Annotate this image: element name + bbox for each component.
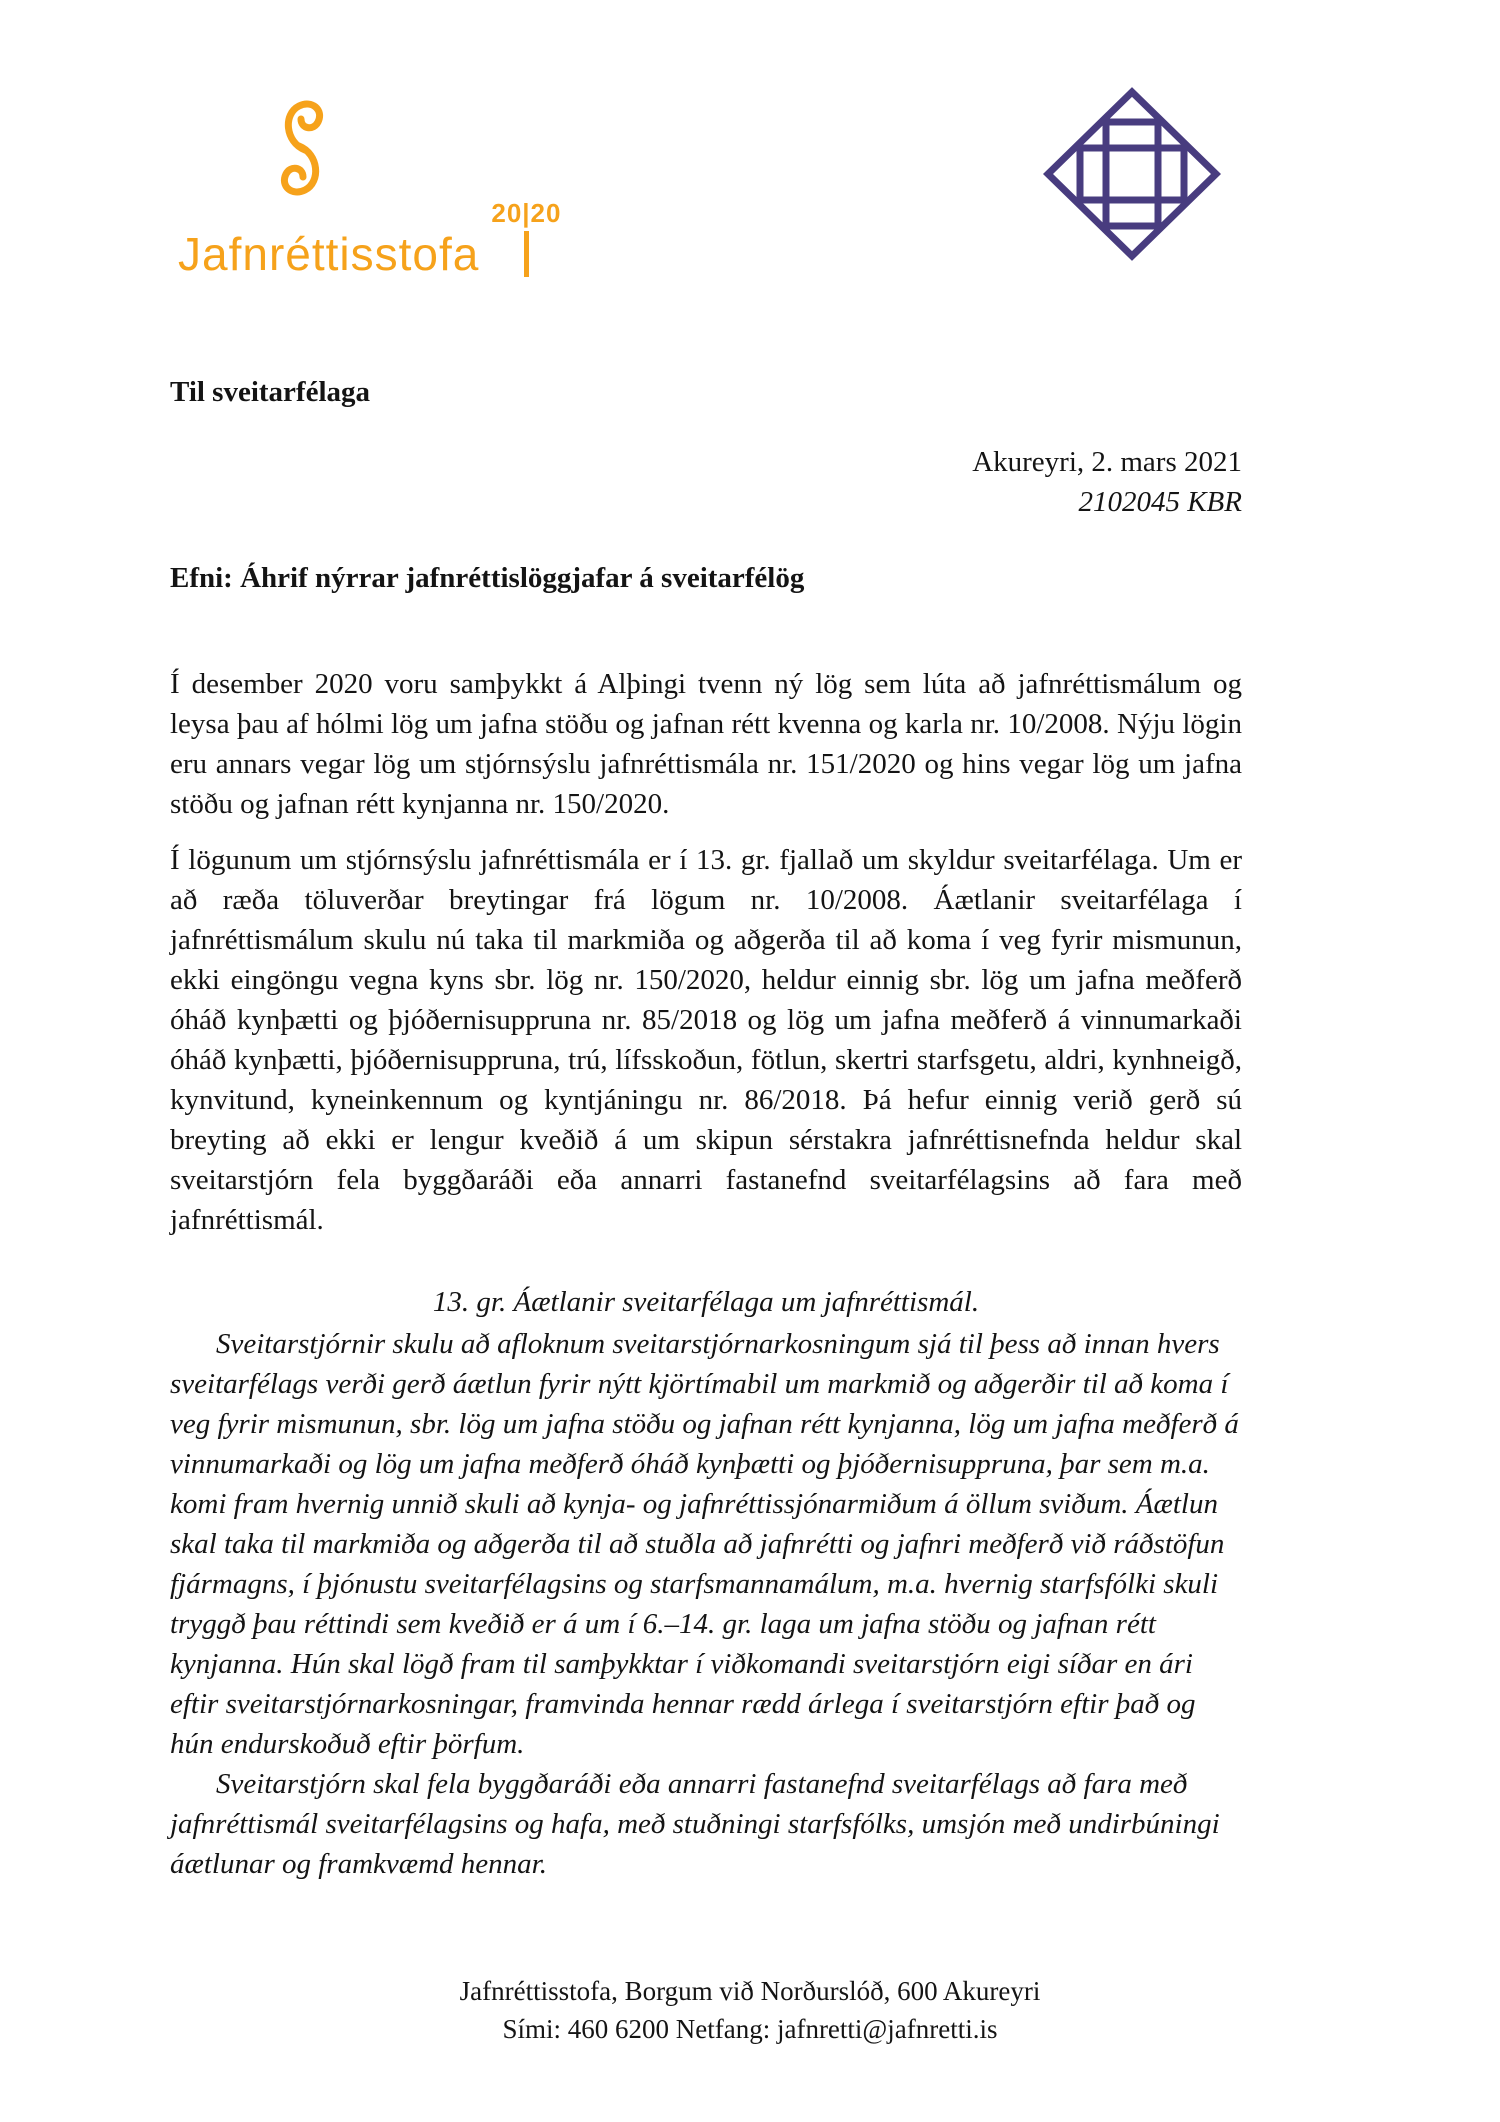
quote-paragraph: Sveitarstjórn skal fela byggðaráði eða annarri fastanefnd sveitarfélags að fara með jafnréttismál sveitarfélagsins og hafa, með stuðningi starfsfólks, umsjón með undirbúningi áætlunar og framkvæmd hennar.: [170, 1768, 1220, 1880]
logo-wordmark: Jafnréttisstofa: [178, 228, 480, 280]
logo-year-text: 20|20: [491, 198, 562, 228]
subject-line: Efni: Áhrif nýrrar jafnréttislöggjafar á sveitarfélög: [170, 562, 805, 594]
body-paragraphs: [170, 664, 1242, 1240]
date-block: [170, 442, 1242, 522]
letter-content: [170, 372, 1242, 1884]
quote-paragraph: Sveitarstjórnir skulu að afloknum sveitarstjórnarkosningum sjá til þess að innan hvers sveitarfélags verði gerð áætlun fyrir nýtt kjörtímabil um markmið og aðgerðir til að koma í veg fyrir mismunun, sbr. lög um jafna stöðu og jafnan rétt kynjanna, lög um jafna meðferð á vinnumarkaði og lög um jafna meðferð óháð kynþætti og þjóðernisuppruna, þar sem m.a. komi fram hvernig unnið skuli að kynja- og jafnréttissjónarmiðum á öllum sviðum. Áætlun skal taka til markmiða og aðgerða til að stuðla að jafnrétti og jafnri meðferð við ráðstöfun fjármagns, í þjónustu sveitarfélagsins og starfsmannamálum, m.a. hvernig starfsfólki skuli tryggð þau réttindi sem kveðið er á um í 6.–14. gr. laga um jafna stöðu og jafnan rétt kynjanna. Hún skal lögð fram til samþykktar í viðkomandi sveitarstjórn eigi síðar en ári eftir sveitarstjórnarkosningar, framvinda hennar rædd árlega í sveitarstjórn eftir það og hún endurskoðuð eftir þörfum.: [170, 1328, 1239, 1760]
quote-heading: 13. gr. Áætlanir sveitarfélaga um jafnréttismál.: [432, 1286, 980, 1318]
paragraph: Í desember 2020 voru samþykkt á Alþingi tvenn ný lög sem lúta að jafnréttismálum og leysa þau af hólmi lög um jafna stöðu og jafnan rétt kvenna og karla nr. 10/2008. Nýju lögin eru annars vegar lög um stjórnsýslu jafnréttismála nr. 151/2020 og hins vegar lög um jafna stöðu og jafnan rétt kynjanna nr. 150/2020.: [170, 668, 1242, 820]
knot-emblem-icon: [1042, 86, 1222, 267]
reference-number: 2102045 KBR: [1078, 486, 1242, 518]
logo-year-block: [491, 200, 561, 277]
spiral-icon: [268, 96, 561, 200]
letter-footer: [0, 1972, 1500, 2048]
recipient-line: Til sveitarfélaga: [170, 376, 371, 408]
place-date: Akureyri, 2. mars 2021: [972, 446, 1242, 478]
footer-address: Jafnréttisstofa, Borgum við Norðurslóð, 600 Akureyri: [459, 1976, 1041, 2006]
jafnrettisstofa-logo: [178, 96, 562, 280]
law-quote-block: [170, 1324, 1242, 1884]
footer-contact: Sími: 460 6200 Netfang: jafnretti@jafnretti.is: [502, 2014, 998, 2044]
paragraph: Í lögunum um stjórnsýslu jafnréttismála er í 13. gr. fjallað um skyldur sveitarfélaga. Um er að ræða töluverðar breytingar frá lögum nr. 10/2008. Áætlanir sveitarfélaga í jafnréttismálum skulu nú taka til markmiða og aðgerða til að koma í veg fyrir mismunun, ekki eingöngu vegna kyns sbr. lög nr. 150/2020, heldur einnig sbr. lög um jafna meðferð óháð kynþætti og þjóðernisuppruna nr. 85/2018 og lög um jafna meðferð á vinnumarkaði óháð kynþætti, þjóðernisuppruna, trú, lífsskoðun, fötlun, skertri starfsgetu, aldri, kynhneigð, kynvitund, kyneinkennum og kyntjáningu nr. 86/2018. Þá hefur einnig verið gerð sú breyting að ekki er lengur kveðið á um skipun sérstakra jafnréttisnefnda heldur skal sveitarstjórn fela byggðaráði eða annarri fastanefnd sveitarfélagsins að fara með jafnréttismál.: [170, 844, 1242, 1236]
logo-vertical-bar: [524, 231, 529, 277]
